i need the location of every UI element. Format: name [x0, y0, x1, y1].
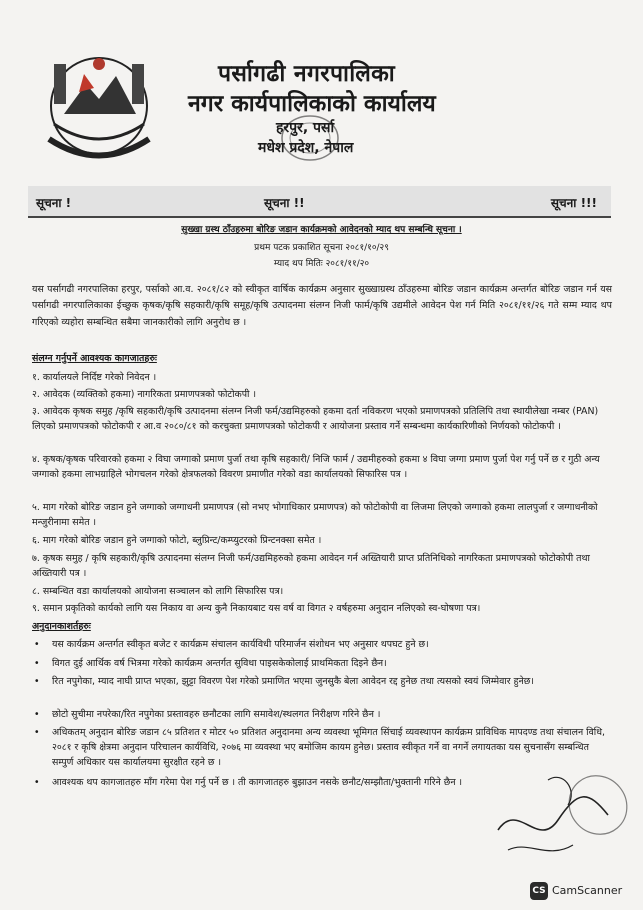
document-item: २. आवेदक (व्यक्तिको हकमा) नागरिकता प्रमाणपत्रको फोटोकपी ।	[32, 389, 257, 400]
document-item: ७. कृषक समुह / कृषि सहकारी/कृषि उत्पादनमा संलग्न निजी फर्म/उद्यमिहरुको हकमा आवेदन गर्न अख्तियारी प्राप्त प्रतिनिधिको नागरिकता प्रमाणपत्रको फोटोकोपी तथा अख्तियारी पत्र ।	[32, 553, 590, 579]
office-province: मधेश प्रदेश, नेपाल	[258, 140, 354, 156]
condition-item: • छोटो सुचीमा नपरेका/रित नपुगेका प्रस्तावहरु छनौटका लागि समावेश/स्थलगत निरीक्षण गरिने छैन ।	[34, 709, 381, 720]
notice-intro-paragraph: यस पर्सागढी नगरपालिका हरपुर, पर्साको आ.व. २०८१/८२ को स्वीकृत वार्षिक कार्यक्रम अनुसार सुख्खाग्रस्थ ठाँउहरुमा बोरिङ जडान कार्यक्रम अन्तर्गत बोरिङ जडान गर्न यस पर्सागढी नगरपालिकाका ईच्छुक कृषक/कृषि सहकारी/कृषि समूह/कृषि उत्पादनमा संलग्न निजी फार्म/कृषि उद्यमीले आवेदन पेश गर्न मिति २०८१/११/२६ गते सम्म म्याद थप गरिएको व्यहोरा सम्बन्धित सबैमा जानकारीको लागि अनुरोध छ ।	[32, 284, 612, 328]
office-name: नगर कार्यपालिकाको कार्यालय	[188, 91, 436, 117]
notice-banner	[28, 186, 611, 218]
condition-item: • रित नपुगेका, म्याद नाघी प्राप्त भएका, झुट्टा विवरण पेश गरेको प्रमाणित भएमा जुनसुकै बेला आवेदन रद्द हुनेछ तथा त्यसको स्वयं जिम्मेवार हुनेछ।	[34, 676, 534, 687]
document-item: ४. कृषक/कृषक परिवारको हकमा २ विघा जग्गाको प्रमाण पुर्जा तथा कृषि सहकारी/ निजि फार्म / उद्यमीहरुको हकमा ४ विघा जग्गा प्रमाण पुर्जा पेश गर्नु पर्ने छ र गुठी अन्य जग्गाको हकमा लाभग्राहिले भोगचलन गरेको क्षेत्रफलको विवरण प्रमाणीत गरेको वडा कार्यालयको सिफारिस पत्र ।	[32, 454, 600, 480]
org-name: पर्सागढी नगरपालिका	[218, 61, 396, 87]
documents-heading: संलग्न गर्नुपर्ने आवश्यक कागजातहरुः	[32, 353, 157, 364]
notice-subject: सुख्खा ग्रस्थ ठाँउहरुमा बोरिङ जडान कार्यक्रमको आवेदनको म्याद थप सम्बन्धि सूचना ।	[181, 225, 462, 235]
conditions-heading: अनुदानकाशर्तहरुः	[32, 621, 91, 632]
first-published-date: प्रथम पटक प्रकाशित सूचना २०८१/१०/२९	[254, 243, 389, 253]
camscanner-icon: CS	[530, 882, 548, 900]
nepal-emblem-logo	[24, 44, 174, 174]
document-item: ९. समान प्रकृतिको कार्यको लागि यस निकाय वा अन्य कुनै निकायबाट यस वर्ष वा विगत २ वर्षहरुमा अनुदान नलिएको स्व-घोषणा पत्र।	[32, 603, 481, 614]
camscanner-label: CamScanner	[552, 884, 623, 897]
condition-item: • आवश्यक थप कागजातहरु माँग गरेमा पेश गर्नु पर्ने छ । ती कागजातहरु बुझाउन नसके छनौट/सम्झौता/भुक्तानी गरिने छैन ।	[34, 777, 463, 788]
extension-date: म्याद थप मितिः २०८१/११/२०	[273, 259, 370, 269]
document-item: १. कार्यालयले निर्दिष्ट गरेको निवेदन ।	[32, 372, 157, 383]
document-item: ८. सम्बन्धित वडा कार्यालयको आयोजना सञ्चालन को लागि सिफारिस पत्र।	[32, 586, 284, 597]
notice-label-center: सूचना !!	[264, 196, 305, 210]
document-item: ३. आवेदक कृषक समुह /कृषि सहकारी/कृषि उत्पादनमा संलग्न निजी फर्म/उद्यमिहरुको हकमा दर्ता नविकरण भएको प्रमाणपत्रको प्रतिलिपि तथा स्थायीलेखा नम्बर (PAN) लिएको प्रमाणपत्रको फोटोकपी र आ.व २०८०/८१ को करचुक्ता प्रमाणपत्रको फोटोकपी र आयोजना प्रस्ताव गर्ने सम्बन्धमा कार्यकारिणीको निर्णयको फोटोकपी ।	[32, 406, 599, 432]
office-address: हरपुर, पर्सा	[276, 120, 335, 136]
condition-item: • अधिकतम् अनुदान बोरिङ जडान ८५ प्रतिशत र मोटर ५० प्रतिशत अनुदानमा अन्य व्यवस्था भूमिगत सिंचाई व्यवस्थापन कार्यक्रम प्राविधिक मापदण्ड तथा संचालन विधि, २०८१ र कृषि क्षेत्रमा अनुदान परिचालन कार्यविधि, २०७६ मा व्यवस्था भए बमोजिम कायम हुनेछ। प्रस्ताव स्वीकृत गर्ने वा नगर्ने लगायतका यस सुचनासँग सम्बन्धित सम्पुर्ण अधिकार यस कार्यालयमा सुरक्षीत रहने छ ।	[34, 727, 605, 768]
officer-signature	[488, 760, 638, 880]
camscanner-watermark	[530, 880, 630, 902]
condition-item: • यस कार्यक्रम अन्तर्गत स्वीकृत बजेट र कार्यक्रम संचालन कार्यविधी परिमार्जन संशोधन भए अनुसार थपघट हुने छ।	[34, 639, 429, 650]
notice-label-right: सूचना !!!	[550, 196, 597, 210]
document-item: ६. माग गरेको बोरिङ जडान हुने जग्गाको फोटो, ब्लुप्रिन्ट/कम्प्युटरको प्रिन्टनक्सा समेत ।	[32, 535, 322, 546]
condition-item: • विगत दुई आर्थिक वर्ष भित्रमा गरेको कार्यक्रम अन्तर्गत सुविधा पाइसकेकोलाई प्राथमिकता दिइने छैन।	[34, 658, 387, 669]
document-item: ५. माग गरेको बोरिङ जडान हुने जग्गाको जग्गाधनी प्रमाणपत्र (सो नभए भोगाधिकार प्रमाणपत्र) को फोटोकोपी वा लिजमा लिएको जग्गाको हकमा लालपुर्जा र जग्गाधनीको मन्जुरीनामा समेत ।	[32, 502, 598, 528]
notice-label-left: सूचना !	[36, 196, 72, 210]
